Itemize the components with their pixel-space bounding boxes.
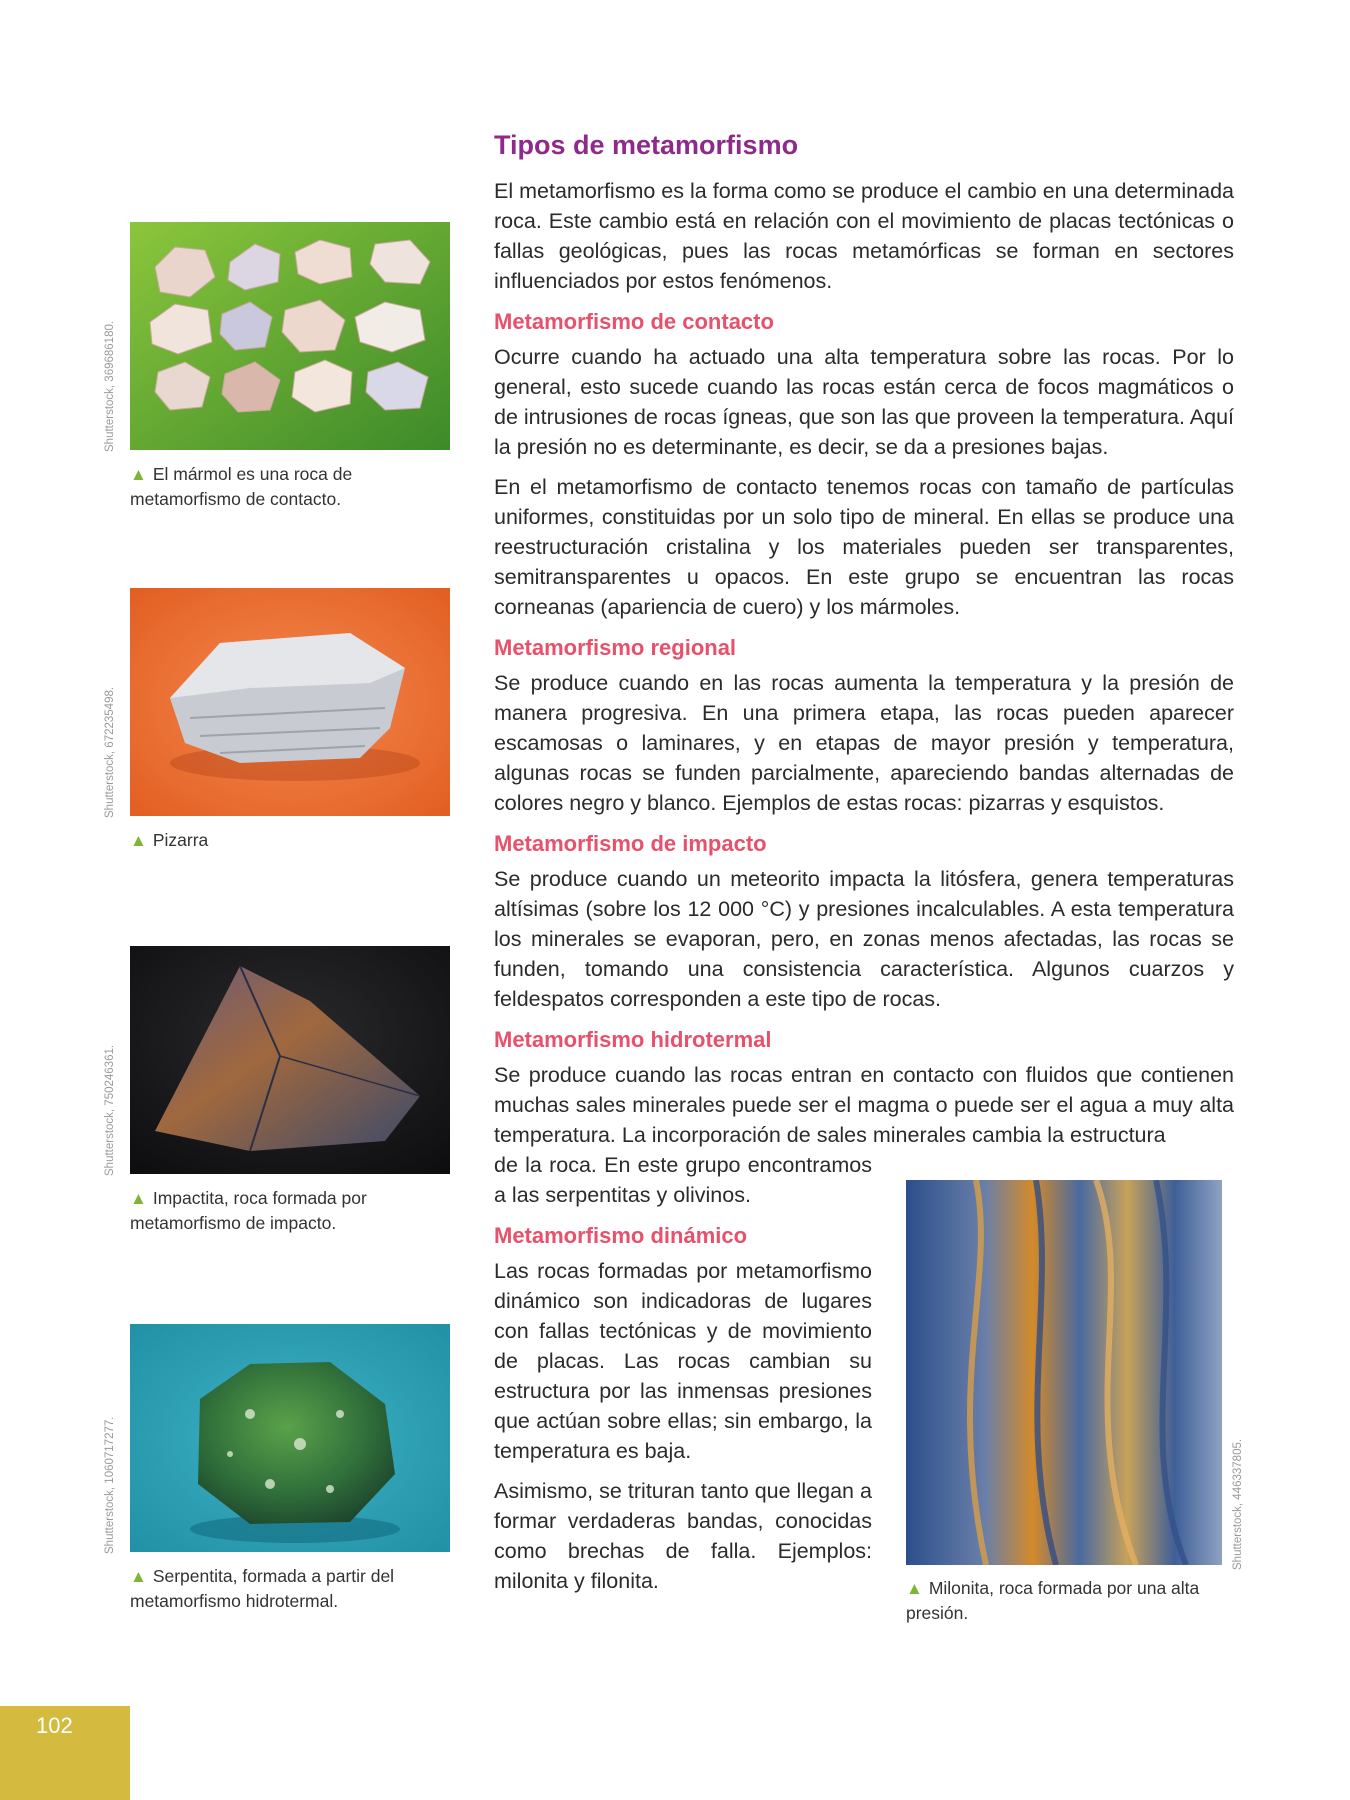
paragraph-dinamico-2: Asimismo, se trituran tanto que llegan a formar verdaderas bandas, conocidas como brechas de falla. Ejemplos: milonita y filonita. (494, 1479, 872, 1593)
paragraph-regional: Se produce cuando en las rocas aumenta la temperatura y la presión de manera progresiva. En una primera etapa, las rocas pueden aparecer escamosas o laminares, y en etapas de mayor presión y temperatura, algunas rocas se funden parcialmente, apareciendo bandas alternadas de colores negro y blanco. Ejemplos de estas rocas: pizarras y esquistos. (494, 671, 1234, 815)
paragraph-contacto-1: Ocurre cuando ha actuado una alta temperatura sobre las rocas. Por lo general, esto sucede cuando las rocas están cerca de focos magmáticos o de intrusiones de rocas ígneas, que son las que proveen la temperatura. Aquí la presión no es determinante, es decir, se da a presiones bajas. (494, 345, 1234, 459)
heading-hidrotermal: Metamorfismo hidrotermal (494, 1027, 772, 1052)
caption-marmol: ▲ El mármol es una roca de metamorfismo de contacto. (130, 464, 353, 509)
page-title: Tipos de metamorfismo (494, 130, 799, 160)
intro-paragraph: El metamorfismo es la forma como se produce el cambio en una determinada roca. Este cambio está en relación con el movimiento de placas tectónicas o fallas geológicas, pues las rocas metamórficas se forman en sectores influenciados por estos fenómenos. (494, 179, 1234, 293)
paragraph-hidrotermal-1: Se produce cuando las rocas entran en contacto con fluidos que contienen muchas sales minerales puede ser el magma o puede ser el agua a muy alta temperatura. La incorporación de sales minerales cambia la estructura (494, 1063, 1234, 1147)
credit-marmol: Shutterstock, 369686180. (104, 320, 116, 452)
paragraph-impacto: Se produce cuando un meteorito impacta la litósfera, genera temperaturas altísimas (sobre los 12 000 °C) y presiones incalculables. A esta temperatura los minerales se evaporan, pero, en zonas menos afectadas, las rocas se funden, tomando una consistencia característica. Algunos cuarzos y feldespatos corresponden a este tipo de rocas. (494, 867, 1234, 1011)
page-number: 102 (36, 1713, 73, 1738)
caption-serpentita: ▲ Serpentita, formada a partir del metamorfismo hidrotermal. (130, 1566, 395, 1611)
paragraph-contacto-2: En el metamorfismo de contacto tenemos rocas con tamaño de partículas uniformes, constituidas por un solo tipo de mineral. En ellas se produce una reestructuración cristalina y los materiales pueden ser transparentes, semitransparentes u opacos. En este grupo se encuentran las rocas corneanas (apariencia de cuero) y los mármoles. (494, 475, 1234, 619)
photo-pizarra (130, 588, 450, 816)
caption-marker-icon: ▲ (130, 831, 147, 850)
credit-serpentita: Shutterstock, 1060717277. (104, 1416, 116, 1554)
heading-contacto: Metamorfismo de contacto (494, 309, 774, 334)
caption-pizarra: ▲ Pizarra (130, 830, 209, 850)
caption-marker-icon: ▲ (130, 1189, 147, 1208)
photo-serpentita (130, 1324, 450, 1552)
credit-impactita: Shutterstock, 750246361. (104, 1044, 116, 1176)
paragraph-dinamico-1: Las rocas formadas por metamorfismo dinámico son indicadoras de lugares con fallas tectónicas y de movimiento de placas. Las rocas cambian su estructura por las inmensas presiones que actúan sobre ellas; sin embargo, la temperatura es baja. (494, 1259, 872, 1463)
credit-milonita: Shutterstock, 446337805. (1232, 1438, 1244, 1570)
photo-marmol (130, 222, 450, 450)
caption-marker-icon: ▲ (130, 465, 147, 484)
caption-impactita: ▲ Impactita, roca formada por metamorfismo de impacto. (130, 1188, 367, 1233)
caption-marker-icon: ▲ (130, 1567, 147, 1586)
photo-impactita (130, 946, 450, 1174)
credit-pizarra: Shutterstock, 672235498. (104, 686, 116, 818)
heading-dinamico: Metamorfismo dinámico (494, 1223, 748, 1248)
photo-milonita (906, 1180, 1222, 1565)
paragraph-hidrotermal-2: de la roca. En este grupo encontramos a las serpentitas y olivinos. (494, 1153, 872, 1207)
heading-regional: Metamorfismo regional (494, 635, 737, 660)
heading-impacto: Metamorfismo de impacto (494, 831, 767, 856)
caption-milonita: ▲ Milonita, roca formada por una alta presión. (906, 1578, 1200, 1623)
caption-marker-icon: ▲ (906, 1579, 923, 1598)
